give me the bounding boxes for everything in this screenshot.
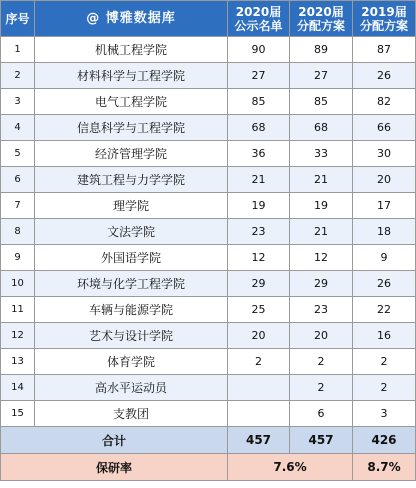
rate-2019: 8.7% <box>353 454 416 481</box>
row-index: 6 <box>1 167 35 193</box>
row-2020-plan: 2 <box>290 349 353 375</box>
header-2020-plan-line1: 2020届 <box>298 4 344 19</box>
row-college-name: 机械工程学院 <box>35 37 228 63</box>
rate-label: 保研率 <box>1 454 228 481</box>
row-2020-list: 23 <box>228 219 290 245</box>
total-2019-plan: 426 <box>353 427 416 454</box>
row-2019-plan: 17 <box>353 193 416 219</box>
row-index: 4 <box>1 115 35 141</box>
header-2020-plan <box>290 1 353 37</box>
table-row <box>1 349 416 375</box>
row-2019-plan: 20 <box>353 167 416 193</box>
table-row <box>1 375 416 401</box>
row-2020-list: 20 <box>228 323 290 349</box>
row-index: 7 <box>1 193 35 219</box>
row-2020-list <box>228 401 290 427</box>
row-college-name: 文法学院 <box>35 219 228 245</box>
row-college-name: 支教团 <box>35 401 228 427</box>
row-2020-plan: 2 <box>290 375 353 401</box>
row-2020-list: 29 <box>228 271 290 297</box>
row-2019-plan: 26 <box>353 271 416 297</box>
row-2019-plan: 18 <box>353 219 416 245</box>
row-college-name: 艺术与设计学院 <box>35 323 228 349</box>
row-2020-plan: 19 <box>290 193 353 219</box>
row-2020-list: 68 <box>228 115 290 141</box>
header-watermark: @ 博雅数据库 <box>35 1 228 37</box>
row-college-name: 理学院 <box>35 193 228 219</box>
row-2020-plan: 85 <box>290 89 353 115</box>
row-2020-list: 21 <box>228 167 290 193</box>
table-row <box>1 401 416 427</box>
row-2020-list: 36 <box>228 141 290 167</box>
row-college-name: 经济管理学院 <box>35 141 228 167</box>
row-2020-list: 12 <box>228 245 290 271</box>
row-2020-plan: 29 <box>290 271 353 297</box>
row-index: 10 <box>1 271 35 297</box>
row-2019-plan: 22 <box>353 297 416 323</box>
row-college-name: 信息科学与工程学院 <box>35 115 228 141</box>
table-row <box>1 89 416 115</box>
table-row <box>1 115 416 141</box>
row-2020-list: 85 <box>228 89 290 115</box>
row-2019-plan: 82 <box>353 89 416 115</box>
total-2020-list: 457 <box>228 427 290 454</box>
row-index: 14 <box>1 375 35 401</box>
table-row <box>1 323 416 349</box>
row-index: 12 <box>1 323 35 349</box>
row-college-name: 外国语学院 <box>35 245 228 271</box>
row-college-name: 电气工程学院 <box>35 89 228 115</box>
row-2019-plan: 9 <box>353 245 416 271</box>
row-college-name: 材料科学与工程学院 <box>35 63 228 89</box>
header-2019-plan-line1: 2019届 <box>361 4 407 19</box>
row-2019-plan: 87 <box>353 37 416 63</box>
row-college-name: 车辆与能源学院 <box>35 297 228 323</box>
table-row <box>1 219 416 245</box>
row-2019-plan: 2 <box>353 349 416 375</box>
total-label: 合计 <box>1 427 228 454</box>
header-2020-plan-line2: 分配方案 <box>296 18 345 33</box>
row-2020-plan: 23 <box>290 297 353 323</box>
header-2019-plan-line2: 分配方案 <box>359 18 408 33</box>
row-index: 5 <box>1 141 35 167</box>
row-2020-plan: 33 <box>290 141 353 167</box>
row-2019-plan: 30 <box>353 141 416 167</box>
row-2020-list: 2 <box>228 349 290 375</box>
table-row <box>1 37 416 63</box>
table-body <box>1 37 416 427</box>
table-row <box>1 63 416 89</box>
table-row <box>1 245 416 271</box>
row-2020-list: 90 <box>228 37 290 63</box>
row-2019-plan: 26 <box>353 63 416 89</box>
header-2019-plan <box>353 1 416 37</box>
table-row <box>1 167 416 193</box>
total-row <box>1 427 416 454</box>
row-2020-plan: 20 <box>290 323 353 349</box>
table-row <box>1 141 416 167</box>
row-2020-plan: 12 <box>290 245 353 271</box>
row-2020-list: 27 <box>228 63 290 89</box>
row-2020-plan: 21 <box>290 219 353 245</box>
row-index: 15 <box>1 401 35 427</box>
rate-2020: 7.6% <box>228 454 353 481</box>
row-2020-list <box>228 375 290 401</box>
header-row <box>1 1 416 37</box>
table-row <box>1 193 416 219</box>
row-college-name: 建筑工程与力学学院 <box>35 167 228 193</box>
table-row <box>1 271 416 297</box>
row-2019-plan: 3 <box>353 401 416 427</box>
rate-row <box>1 454 416 481</box>
row-2019-plan: 2 <box>353 375 416 401</box>
table-row <box>1 297 416 323</box>
row-2020-plan: 6 <box>290 401 353 427</box>
row-college-name: 体育学院 <box>35 349 228 375</box>
row-index: 3 <box>1 89 35 115</box>
row-2019-plan: 66 <box>353 115 416 141</box>
header-2020-list <box>228 1 290 37</box>
row-index: 9 <box>1 245 35 271</box>
row-2020-plan: 89 <box>290 37 353 63</box>
row-index: 8 <box>1 219 35 245</box>
row-2020-list: 25 <box>228 297 290 323</box>
row-index: 2 <box>1 63 35 89</box>
row-college-name: 环境与化学工程学院 <box>35 271 228 297</box>
row-2020-list: 19 <box>228 193 290 219</box>
row-2020-plan: 21 <box>290 167 353 193</box>
header-2020-list-line2: 公示名单 <box>234 18 283 33</box>
row-index: 13 <box>1 349 35 375</box>
row-2020-plan: 68 <box>290 115 353 141</box>
row-2020-plan: 27 <box>290 63 353 89</box>
row-index: 11 <box>1 297 35 323</box>
row-index: 1 <box>1 37 35 63</box>
total-2020-plan: 457 <box>290 427 353 454</box>
row-college-name: 高水平运动员 <box>35 375 228 401</box>
row-2019-plan: 16 <box>353 323 416 349</box>
header-2020-list-line1: 2020届 <box>235 4 282 19</box>
header-seq: 序号 <box>1 1 35 37</box>
